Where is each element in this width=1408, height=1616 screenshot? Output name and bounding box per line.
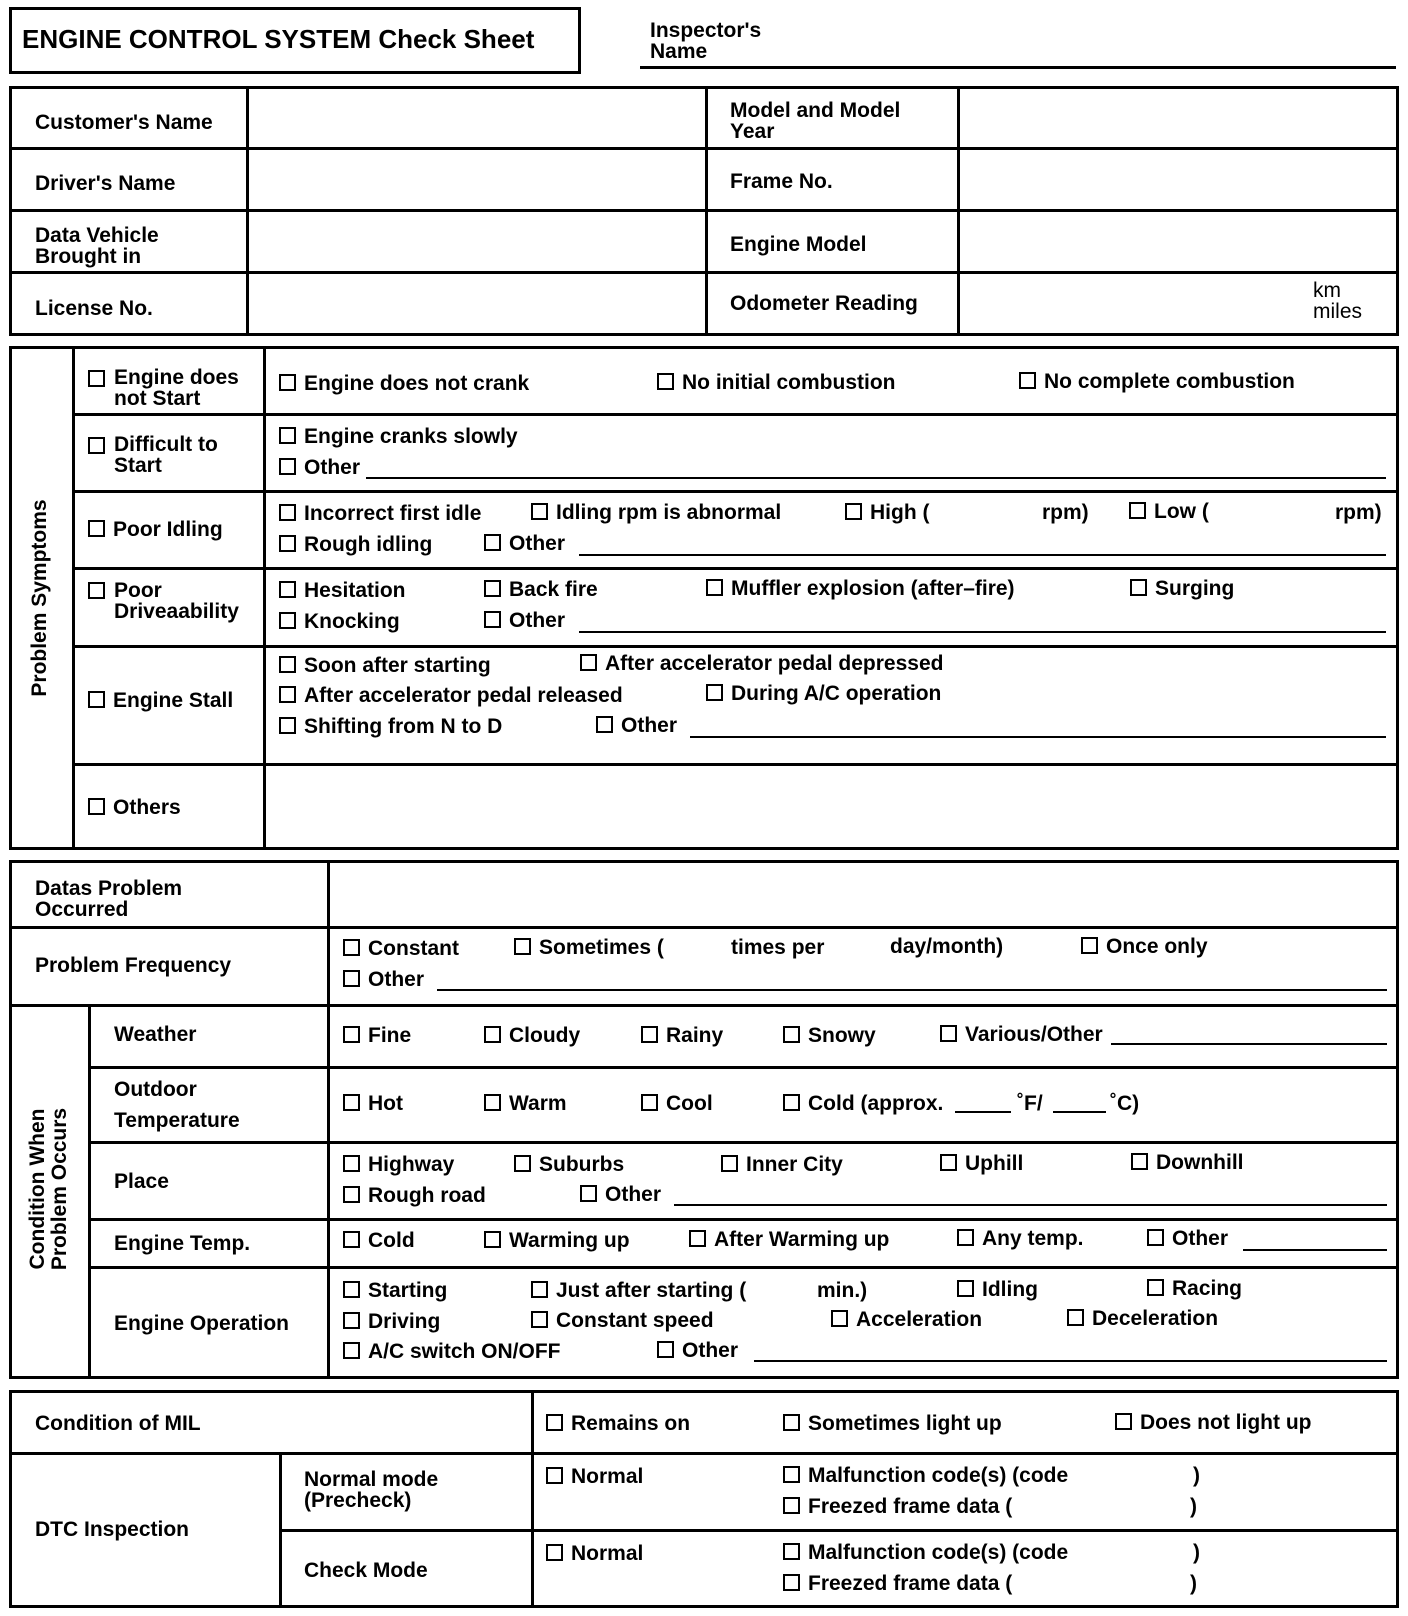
drive-other-field[interactable] xyxy=(579,631,1386,633)
operation-other-field[interactable] xyxy=(754,1360,1387,1362)
model-year-field[interactable] xyxy=(962,90,1396,145)
soon-after-start-label: Soon after starting xyxy=(304,654,491,677)
cranks-slowly-option[interactable] xyxy=(279,426,518,447)
rough-idling-option[interactable] xyxy=(279,534,432,555)
dates-occurred-field[interactable] xyxy=(332,864,1396,924)
temp-other-option[interactable] xyxy=(1147,1228,1228,1249)
idling-other-field[interactable] xyxy=(579,554,1386,556)
sometimes-option[interactable] xyxy=(514,937,664,958)
celsius-field[interactable] xyxy=(1053,1111,1106,1113)
license-field[interactable] xyxy=(250,275,702,333)
cloudy-label: Cloudy xyxy=(509,1024,581,1047)
customer-name-field[interactable] xyxy=(250,90,702,145)
no-complete-combustion-option[interactable] xyxy=(1019,371,1295,392)
sometimes-light-label: Sometimes light up xyxy=(808,1412,1002,1435)
normal-precheck-label: Normal xyxy=(571,1465,644,1488)
knocking-label: Knocking xyxy=(304,610,400,633)
day-month-label: day/month) xyxy=(890,935,1004,958)
stall-other-label: Other xyxy=(621,714,678,737)
engine-model-field[interactable] xyxy=(962,213,1396,268)
backfire-label: Back fire xyxy=(509,578,598,601)
muffler-label: Muffler explosion (after–fire) xyxy=(731,577,1015,600)
freezed-check-option[interactable] xyxy=(783,1573,1012,1594)
others-field[interactable] xyxy=(268,767,1396,847)
various-option[interactable] xyxy=(940,1024,1103,1045)
rainy-option[interactable] xyxy=(641,1025,723,1046)
cool-option[interactable] xyxy=(641,1093,713,1114)
normal-check-option[interactable] xyxy=(546,1543,643,1564)
surging-label: Surging xyxy=(1155,577,1235,600)
miles-unit: miles xyxy=(1313,300,1363,323)
malfunction-check-label: Malfunction code(s) (code xyxy=(808,1541,1069,1564)
malfunction-precheck-option[interactable] xyxy=(783,1465,1068,1486)
ac-switch-label: A/C switch ON/OFF xyxy=(368,1340,561,1363)
soon-after-start-option[interactable] xyxy=(279,655,491,676)
uphill-option[interactable] xyxy=(940,1153,1023,1174)
temperature-label: Temperature xyxy=(114,1109,240,1132)
temp-other-label: Other xyxy=(1172,1227,1229,1250)
remains-on-option[interactable] xyxy=(546,1413,690,1434)
just-after-label: Just after starting ( xyxy=(556,1279,747,1302)
sometimes-light-option[interactable] xyxy=(783,1413,1002,1434)
cold-option[interactable] xyxy=(783,1093,943,1114)
frequency-label: Problem Frequency xyxy=(35,954,232,977)
once-only-label: Once only xyxy=(1106,935,1208,958)
incorrect-idle-label: Incorrect first idle xyxy=(304,502,482,525)
after-warming-option[interactable] xyxy=(689,1229,889,1250)
engine-no-start-checkbox[interactable] xyxy=(88,369,113,390)
low-rpm-label: Low ( xyxy=(1154,500,1209,523)
downhill-option[interactable] xyxy=(1131,1152,1244,1173)
deceleration-label: Deceleration xyxy=(1092,1307,1219,1330)
place-other-field[interactable] xyxy=(674,1204,1387,1206)
racing-label: Racing xyxy=(1172,1277,1243,1300)
various-label: Various/Other xyxy=(965,1023,1103,1046)
frequency-other-option[interactable] xyxy=(343,969,424,990)
odometer-label: Odometer Reading xyxy=(730,292,918,315)
constant-speed-label: Constant speed xyxy=(556,1309,714,1332)
cold-temp-option[interactable] xyxy=(343,1230,415,1251)
normal-precheck-option[interactable] xyxy=(546,1466,643,1487)
frame-no-field[interactable] xyxy=(962,151,1396,206)
ac-operation-option[interactable] xyxy=(706,683,941,704)
remains-on-label: Remains on xyxy=(571,1412,691,1435)
driving-label: Driving xyxy=(368,1310,441,1333)
freezed-precheck-option[interactable] xyxy=(783,1496,1012,1517)
condition-heading: Condition When Problem Occurs xyxy=(26,1107,71,1271)
acceleration-label: Acceleration xyxy=(856,1308,983,1331)
abnormal-idle-label: Idling rpm is abnormal xyxy=(556,501,782,524)
backfire-option[interactable] xyxy=(484,579,598,600)
celsius-unit: ˚C) xyxy=(1110,1092,1140,1115)
stall-other-option[interactable] xyxy=(596,715,677,736)
high-rpm-unit: rpm) xyxy=(1042,501,1089,524)
problem-symptoms-heading: Problem Symptoms xyxy=(28,499,51,697)
idling-option[interactable] xyxy=(957,1279,1038,1300)
does-not-light-label: Does not light up xyxy=(1140,1411,1312,1434)
constant-speed-option[interactable] xyxy=(531,1310,714,1331)
ac-switch-option[interactable] xyxy=(343,1341,561,1362)
engine-no-start-label: Engine does not Start xyxy=(114,366,239,410)
uphill-label: Uphill xyxy=(965,1152,1024,1175)
shifting-option[interactable] xyxy=(279,716,502,737)
inner-city-label: Inner City xyxy=(746,1153,843,1176)
freezed-check-close: ) xyxy=(1190,1572,1197,1595)
warming-up-label: Warming up xyxy=(509,1229,630,1252)
racing-option[interactable] xyxy=(1147,1278,1242,1299)
min-unit: min.) xyxy=(817,1279,868,1302)
others-label: Others xyxy=(113,796,181,819)
incorrect-idle-option[interactable] xyxy=(279,503,481,524)
idling-other-label: Other xyxy=(509,532,566,555)
engine-model-label: Engine Model xyxy=(730,233,867,256)
any-temp-option[interactable] xyxy=(957,1228,1084,1249)
inspector-label: Inspector's Name xyxy=(650,19,762,63)
no-initial-combustion-label: No initial combustion xyxy=(682,371,896,394)
freezed-precheck-label: Freezed frame data ( xyxy=(808,1495,1013,1518)
low-rpm-option[interactable] xyxy=(1129,501,1209,522)
fine-label: Fine xyxy=(368,1024,412,1047)
cool-label: Cool xyxy=(666,1092,713,1115)
ac-operation-label: During A/C operation xyxy=(731,682,942,705)
idling-label: Idling xyxy=(982,1278,1038,1301)
check-mode-label: Check Mode xyxy=(304,1559,428,1582)
once-only-option[interactable] xyxy=(1081,936,1208,957)
place-label: Place xyxy=(114,1170,169,1193)
engine-stall-checkbox[interactable] xyxy=(88,690,233,711)
poor-idling-label: Poor Idling xyxy=(113,518,223,541)
customer-name-label: Customer's Name xyxy=(35,111,213,134)
dates-occurred-label: Datas Problem Occurred xyxy=(35,877,183,921)
poor-drive-label: Poor Driveaability xyxy=(114,579,239,623)
cold-temp-label: Cold xyxy=(368,1229,415,1252)
no-crank-option[interactable] xyxy=(279,373,529,394)
muffler-option[interactable] xyxy=(706,578,1015,599)
after-warming-label: After Warming up xyxy=(714,1228,890,1251)
normal-check-label: Normal xyxy=(571,1542,644,1565)
engine-operation-label: Engine Operation xyxy=(114,1312,290,1335)
suburbs-option[interactable] xyxy=(514,1154,624,1175)
cranks-slowly-label: Engine cranks slowly xyxy=(304,425,518,448)
operation-other-label: Other xyxy=(682,1339,739,1362)
constant-label: Constant xyxy=(368,937,459,960)
sometimes-label: Sometimes ( xyxy=(539,936,664,959)
engine-stall-label: Engine Stall xyxy=(113,689,234,712)
fahrenheit-field[interactable] xyxy=(955,1111,1011,1113)
highway-label: Highway xyxy=(368,1153,455,1176)
acceleration-option[interactable] xyxy=(831,1309,982,1330)
driving-option[interactable] xyxy=(343,1311,440,1332)
hesitation-label: Hesitation xyxy=(304,579,406,602)
times-per-label: times per xyxy=(731,936,825,959)
rough-road-option[interactable] xyxy=(343,1185,486,1206)
dtc-label: DTC Inspection xyxy=(35,1518,190,1541)
weather-label: Weather xyxy=(114,1023,197,1046)
inspector-name-field[interactable] xyxy=(640,66,1396,69)
hot-option[interactable] xyxy=(343,1093,403,1114)
suburbs-label: Suburbs xyxy=(539,1153,625,1176)
temp-other-field[interactable] xyxy=(1243,1249,1387,1251)
difficult-other-label: Other xyxy=(304,456,361,479)
accel-depressed-option[interactable] xyxy=(580,653,943,674)
snowy-label: Snowy xyxy=(808,1024,876,1047)
license-label: License No. xyxy=(35,297,153,320)
freezed-check-label: Freezed frame data ( xyxy=(808,1572,1013,1595)
warming-up-option[interactable] xyxy=(484,1230,630,1251)
knocking-option[interactable] xyxy=(279,611,400,632)
place-other-option[interactable] xyxy=(580,1184,661,1205)
accel-depressed-label: After accelerator pedal depressed xyxy=(605,652,944,675)
weather-other-field[interactable] xyxy=(1111,1043,1387,1045)
constant-option[interactable] xyxy=(343,938,459,959)
starting-label: Starting xyxy=(368,1279,448,1302)
hesitation-option[interactable] xyxy=(279,580,406,601)
difficult-start-label: Difficult to Start xyxy=(114,433,218,477)
starting-option[interactable] xyxy=(343,1280,447,1301)
inner-city-option[interactable] xyxy=(721,1154,843,1175)
difficult-other-option[interactable] xyxy=(279,457,360,478)
difficult-other-field[interactable] xyxy=(366,477,1386,479)
driver-name-field[interactable] xyxy=(250,151,702,206)
highway-option[interactable] xyxy=(343,1154,454,1175)
driver-name-label: Driver's Name xyxy=(35,172,176,195)
accel-released-option[interactable] xyxy=(279,685,623,706)
deceleration-option[interactable] xyxy=(1067,1308,1218,1329)
place-other-label: Other xyxy=(605,1183,662,1206)
model-year-label: Model and Model Year xyxy=(730,99,901,143)
poor-idling-checkbox[interactable] xyxy=(88,519,223,540)
surging-option[interactable] xyxy=(1130,578,1234,599)
frequency-other-field[interactable] xyxy=(437,989,1387,991)
hot-label: Hot xyxy=(368,1092,403,1115)
rough-road-label: Rough road xyxy=(368,1184,486,1207)
frame-no-label: Frame No. xyxy=(730,170,833,193)
just-after-option[interactable] xyxy=(531,1280,746,1301)
rough-idling-label: Rough idling xyxy=(304,533,433,556)
malfunction-precheck-label: Malfunction code(s) (code xyxy=(808,1464,1069,1487)
malfunction-check-option[interactable] xyxy=(783,1542,1068,1563)
drive-other-label: Other xyxy=(509,609,566,632)
high-rpm-label: High ( xyxy=(870,501,930,524)
mil-label: Condition of MIL xyxy=(35,1412,201,1435)
rainy-label: Rainy xyxy=(666,1024,724,1047)
cloudy-option[interactable] xyxy=(484,1025,580,1046)
stall-other-field[interactable] xyxy=(690,736,1386,738)
no-complete-combustion-label: No complete combustion xyxy=(1044,370,1295,393)
accel-released-label: After accelerator pedal released xyxy=(304,684,623,707)
drive-other-option[interactable] xyxy=(484,610,565,631)
downhill-label: Downhill xyxy=(1156,1151,1244,1174)
date-brought-field[interactable] xyxy=(250,213,702,268)
abnormal-idle-option[interactable] xyxy=(531,502,781,523)
no-initial-combustion-option[interactable] xyxy=(657,372,896,393)
engine-temp-label: Engine Temp. xyxy=(114,1232,251,1255)
warm-option[interactable] xyxy=(484,1093,567,1114)
km-unit: km xyxy=(1313,279,1341,302)
outdoor-label: Outdoor xyxy=(114,1078,197,1101)
fine-option[interactable] xyxy=(343,1025,411,1046)
operation-other-option[interactable] xyxy=(657,1340,738,1361)
does-not-light-option[interactable] xyxy=(1115,1412,1311,1433)
freezed-precheck-close: ) xyxy=(1190,1495,1197,1518)
poor-drive-checkbox[interactable] xyxy=(88,581,113,602)
date-brought-label: Data Vehicle Brought in xyxy=(35,224,159,268)
low-rpm-unit: rpm) xyxy=(1335,501,1382,524)
malfunction-precheck-close: ) xyxy=(1193,1464,1200,1487)
frequency-other-label: Other xyxy=(368,968,425,991)
no-crank-label: Engine does not crank xyxy=(304,372,530,395)
high-rpm-option[interactable] xyxy=(845,502,929,523)
shifting-label: Shifting from N to D xyxy=(304,715,503,738)
fahrenheit-unit: ˚F/ xyxy=(1017,1092,1043,1115)
others-checkbox[interactable] xyxy=(88,797,181,818)
any-temp-label: Any temp. xyxy=(982,1227,1084,1250)
malfunction-check-close: ) xyxy=(1193,1541,1200,1564)
idling-other-option[interactable] xyxy=(484,533,565,554)
odometer-field[interactable] xyxy=(962,275,1262,333)
cold-label: Cold (approx. xyxy=(808,1092,944,1115)
warm-label: Warm xyxy=(509,1092,567,1115)
snowy-option[interactable] xyxy=(783,1025,876,1046)
normal-mode-label: Normal mode (Precheck) xyxy=(304,1468,439,1512)
difficult-start-checkbox[interactable] xyxy=(88,436,113,457)
page-title: ENGINE CONTROL SYSTEM Check Sheet xyxy=(22,24,535,54)
